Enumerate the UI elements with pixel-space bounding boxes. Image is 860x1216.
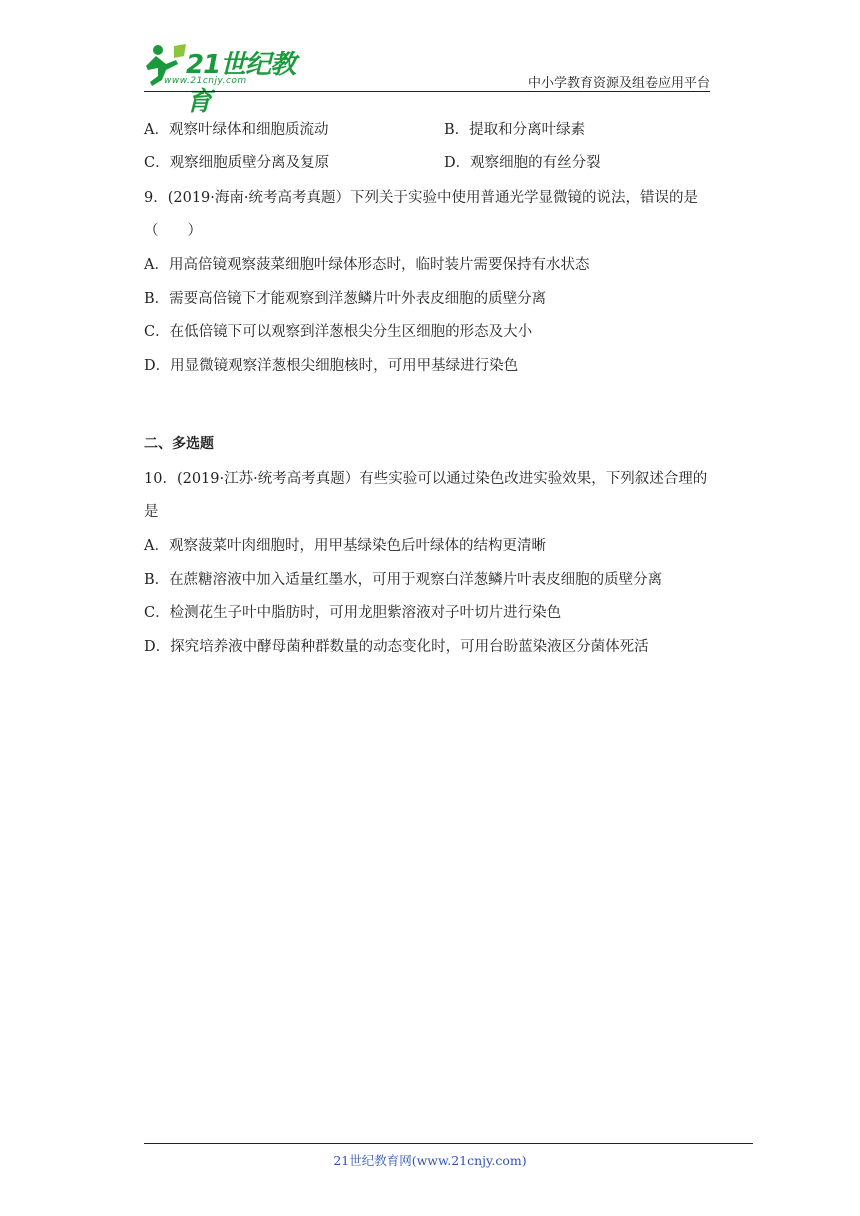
q10-option-a: A．观察菠菜叶肉细胞时，用甲基绿染色后叶绿体的结构更清晰	[144, 538, 546, 554]
logo-text: 21世纪教育	[186, 50, 296, 117]
q9-stem-bracket: （ ）	[144, 223, 202, 239]
q8-option-c: C．观察细胞质壁分离及复原	[144, 155, 330, 171]
q10-stem-end: 是	[144, 504, 159, 520]
footer-link[interactable]: 21世纪教育网(www.21cnjy.com)	[333, 1153, 527, 1168]
q10-stem: 10．(2019·江苏·统考高考真题）有些实验可以通过染色改进实验效果，下列叙述合理的	[144, 471, 708, 487]
q9-option-c: C．在低倍镜下可以观察到洋葱根尖分生区细胞的形态及大小	[144, 324, 533, 340]
q8-option-d: D．观察细胞的有丝分裂	[444, 155, 601, 171]
q10-option-d: D．探究培养液中酵母菌种群数量的动态变化时，可用台盼蓝染液区分菌体死活	[144, 639, 649, 655]
q9-option-d: D．用显微镜观察洋葱根尖细胞核时，可用甲基绿进行染色	[144, 358, 519, 374]
q10-option-c: C．检测花生子叶中脂肪时，可用龙胆紫溶液对子叶切片进行染色	[144, 605, 562, 621]
q9-option-b: B．需要高倍镜下才能观察到洋葱鳞片叶外表皮细胞的质壁分离	[144, 291, 547, 307]
site-logo	[144, 38, 314, 117]
platform-title: 中小学教育资源及组卷应用平台	[527, 76, 710, 91]
header-divider	[144, 91, 710, 92]
q9-stem: 9．(2019·海南·统考高考真题）下列关于实验中使用普通光学显微镜的说法，错误的是	[144, 190, 698, 206]
footer-divider	[144, 1143, 753, 1144]
q8-option-a: A．观察叶绿体和细胞质流动	[144, 122, 329, 138]
q8-option-b: B．提取和分离叶绿素	[444, 122, 586, 138]
section-title-multiple-choice: 二、多选题	[144, 436, 214, 452]
q10-option-b: B．在蔗糖溶液中加入适量红墨水，可用于观察白洋葱鳞片叶表皮细胞的质壁分离	[144, 572, 663, 588]
q9-option-a: A．用高倍镜观察菠菜细胞叶绿体形态时，临时装片需要保持有水状态	[144, 257, 590, 273]
logo-url: www.21cnjy.com	[164, 76, 247, 86]
